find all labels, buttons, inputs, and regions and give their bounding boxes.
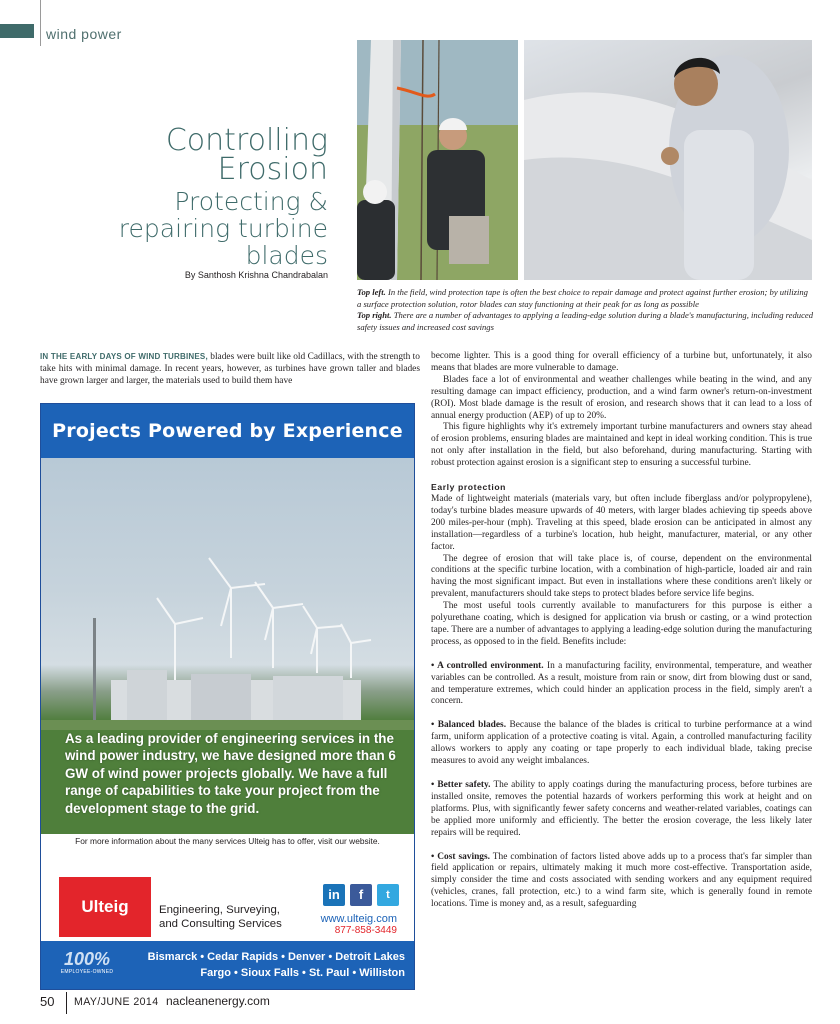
byline: By Santhosh Krishna Chandrabalan (184, 270, 328, 280)
title-line-2: Erosion (217, 152, 328, 187)
photo-technician-blade-inspection (524, 40, 812, 280)
lead-in: IN THE EARLY DAYS OF WIND TURBINES, (40, 352, 208, 361)
benefit-text: The ability to apply coatings during the manufacturing process, before turbines are installed onsite, removes the potential hazards of workers performing this work at height and on platforms. Plus, with significantly fewer safety concerns and weather-related variables, coatings can be applied more uniformly and efficiently. The better the erosion coverage, the less likely later repairs will be required. (431, 780, 812, 838)
ad-banner: Projects Powered by Experience (41, 404, 414, 458)
article-paragraph-6: The most useful tools currently available to manufacturers for this purpose is either a polyurethane coating, which is designed for application via brush or casting, or a wind protection tape. There are a number of advantages to applying a leading-edge solution during the manufacturing process, as opposed to in the field. Benefits include: (431, 601, 812, 647)
services-line-1: Engineering, Surveying, (159, 904, 280, 916)
benefit-cost-savings (431, 852, 812, 912)
article-paragraph-4: Made of lightweight materials (materials vary, but often include fiberglass and/or polypropylene), today's turbine blades measure upwards of 40 meters, with larger blades achieving tip speeds above 200 miles-per-hour (mph). Traveling at this speed, blade erosion can be anticipated in almost any installation—regardless of a turbine's location, hub height, manufacturer, material, or any other factor. (431, 493, 812, 552)
cities-line-1: Bismarck • Cedar Rapids • Denver • Detroit Lakes (147, 951, 405, 963)
article-paragraph-1: become lighter. This is a good thing for overall efficiency of a turbine but, unfortunately, it also means that blades are more vulnerable to damage. (431, 351, 812, 373)
facebook-icon[interactable]: f (350, 884, 372, 906)
office-locations (125, 949, 405, 981)
ad-info-text: For more information about the many services Ulteig has to offer, visit our website. (75, 836, 380, 846)
subtitle-line-1: Protecting & (174, 187, 328, 216)
benefit-title: • Cost savings. (431, 851, 490, 862)
subtitle-line-3: blades (245, 241, 328, 270)
footer-divider (66, 992, 67, 1014)
benefit-title: • Balanced blades. (431, 720, 507, 731)
section-label: wind power (46, 26, 122, 42)
caption-top-right-text: There are a number of advantages to applying a leading-edge solution during a blade's manufacturing, including reduced safety issues and increased cost savings (357, 310, 813, 332)
benefit-title: • Better safety. (431, 780, 491, 790)
caption-top-left-label: Top left. (357, 287, 386, 297)
caption-top-right-label: Top right. (357, 310, 392, 320)
article-paragraph-2: Blades face a lot of environmental and weather challenges while beating in the wind, and any resulting damage can impact efficiency, production, and a wind farm owner's return-on-investment (ROI). Most blade damage is the result of erosion, and research shows that it can lead to a loss of annual energy production (AEP) of up to 20%. (431, 374, 812, 421)
article-paragraph-3: This figure highlights why it's extremely important turbine manufacturers and owners stay ahead of erosion problems, ensuring blades are maintained and kept in ideal working condition. This is true not only after installation in the field, but also beforehand, during manufacturing. Starting with robust protection against erosion is a significant step to ensuring a successful turbine. (431, 422, 812, 469)
badge-percent: 100% (63, 949, 111, 969)
benefit-text: In a manufacturing facility, environmental, temperature, and weather variables can be controlled. As a result, moisture from rain or snow, dirt from blowing dust or sand, and temperature extremes, which could hinder an application process in the field, simply aren't a concern. (431, 660, 812, 707)
page-number: 50 (40, 994, 55, 1009)
ulteig-advertisement[interactable] (40, 403, 415, 990)
lead-text: blades were built like old Cadillacs, with the strength to take hits with minimal damage. In recent years, however, as turbines have grown taller and blades have grown larger and larger, the materials used to build them have (40, 352, 420, 386)
cities-line-2: Fargo • Sioux Falls • St. Paul • Williston (200, 967, 405, 979)
benefit-text: Because the balance of the blades is critical to turbine performance at a wind farm, uniform application of a protective coating is vital. Again, a controlled manufacturing facility allows workers to apply any coating or tape properly to each individual blade, taking precise measures to avoid any weight imbalances. (431, 720, 812, 767)
linkedin-icon[interactable]: in (323, 884, 345, 906)
subtitle-line-2: repairing turbine (118, 214, 328, 243)
ad-footer-bar (41, 941, 414, 989)
social-links (323, 884, 399, 906)
title-line-1: Controlling (165, 123, 328, 158)
photo-blade-repair-technicians (357, 40, 518, 280)
benefit-balanced-blades (431, 720, 812, 768)
subhead-early-protection: Early protection (431, 482, 507, 493)
ad-website-link[interactable]: www.ulteig.com (320, 913, 397, 925)
article-column-right (431, 351, 812, 911)
ulteig-logo (59, 877, 151, 937)
benefit-controlled-environment (431, 661, 812, 709)
employee-owned-badge (55, 949, 119, 981)
benefit-text: The combination of factors listed above adds up to a process that's far simpler than field application or repairs, ultimately making it much more cost-effective. Transportation aside, simply consider the time and costs associated with sending workers and any equipment required (vehicles, cranes, fall protection, etc.) to a wind farm site, which is generally found in remote locations. Time is money and, as a result, safeguarding (431, 851, 812, 910)
ad-phone: 877-858-3449 (334, 925, 397, 936)
benefit-better-safety (431, 780, 812, 840)
header-divider (40, 0, 41, 46)
article-paragraph-5: The degree of erosion that will take place is, of course, dependent on the environmental conditions at the specific turbine location, with a combination of high-particle, loaded air and rain having the most significant impact. But even in installations where these conditions aren't likely or prevalent, manufacturers should take steps to protect blades before service life begins. (431, 553, 812, 600)
ulteig-logo-text: Ulteig (81, 897, 129, 916)
ad-copy: As a leading provider of engineering services in the wind power industry, we have designed more than 6 GW of wind power projects globally. We have a full range of capabilities to take your project from the development stage to the grid. (65, 731, 396, 816)
badge-label: EMPLOYEE-OWNED (60, 969, 114, 975)
publication-website[interactable]: nacleanenergy.com (166, 994, 270, 1008)
services-line-2: and Consulting Services (159, 917, 282, 930)
lead-paragraph (40, 351, 420, 388)
caption-top-left-text: In the field, wind protection tape is often the best choice to repair damage and protect against further erosion; by utilizing a surface protection solution, rotor blades can stay functioning at their peak for as long as possible (357, 287, 808, 309)
article-title (40, 123, 328, 270)
section-color-bar (0, 24, 34, 38)
twitter-icon[interactable]: t (377, 884, 399, 906)
issue-date: MAY/JUNE 2014 (74, 996, 159, 1008)
benefit-title: • A controlled environment. (431, 660, 544, 671)
photo-caption (357, 287, 813, 333)
